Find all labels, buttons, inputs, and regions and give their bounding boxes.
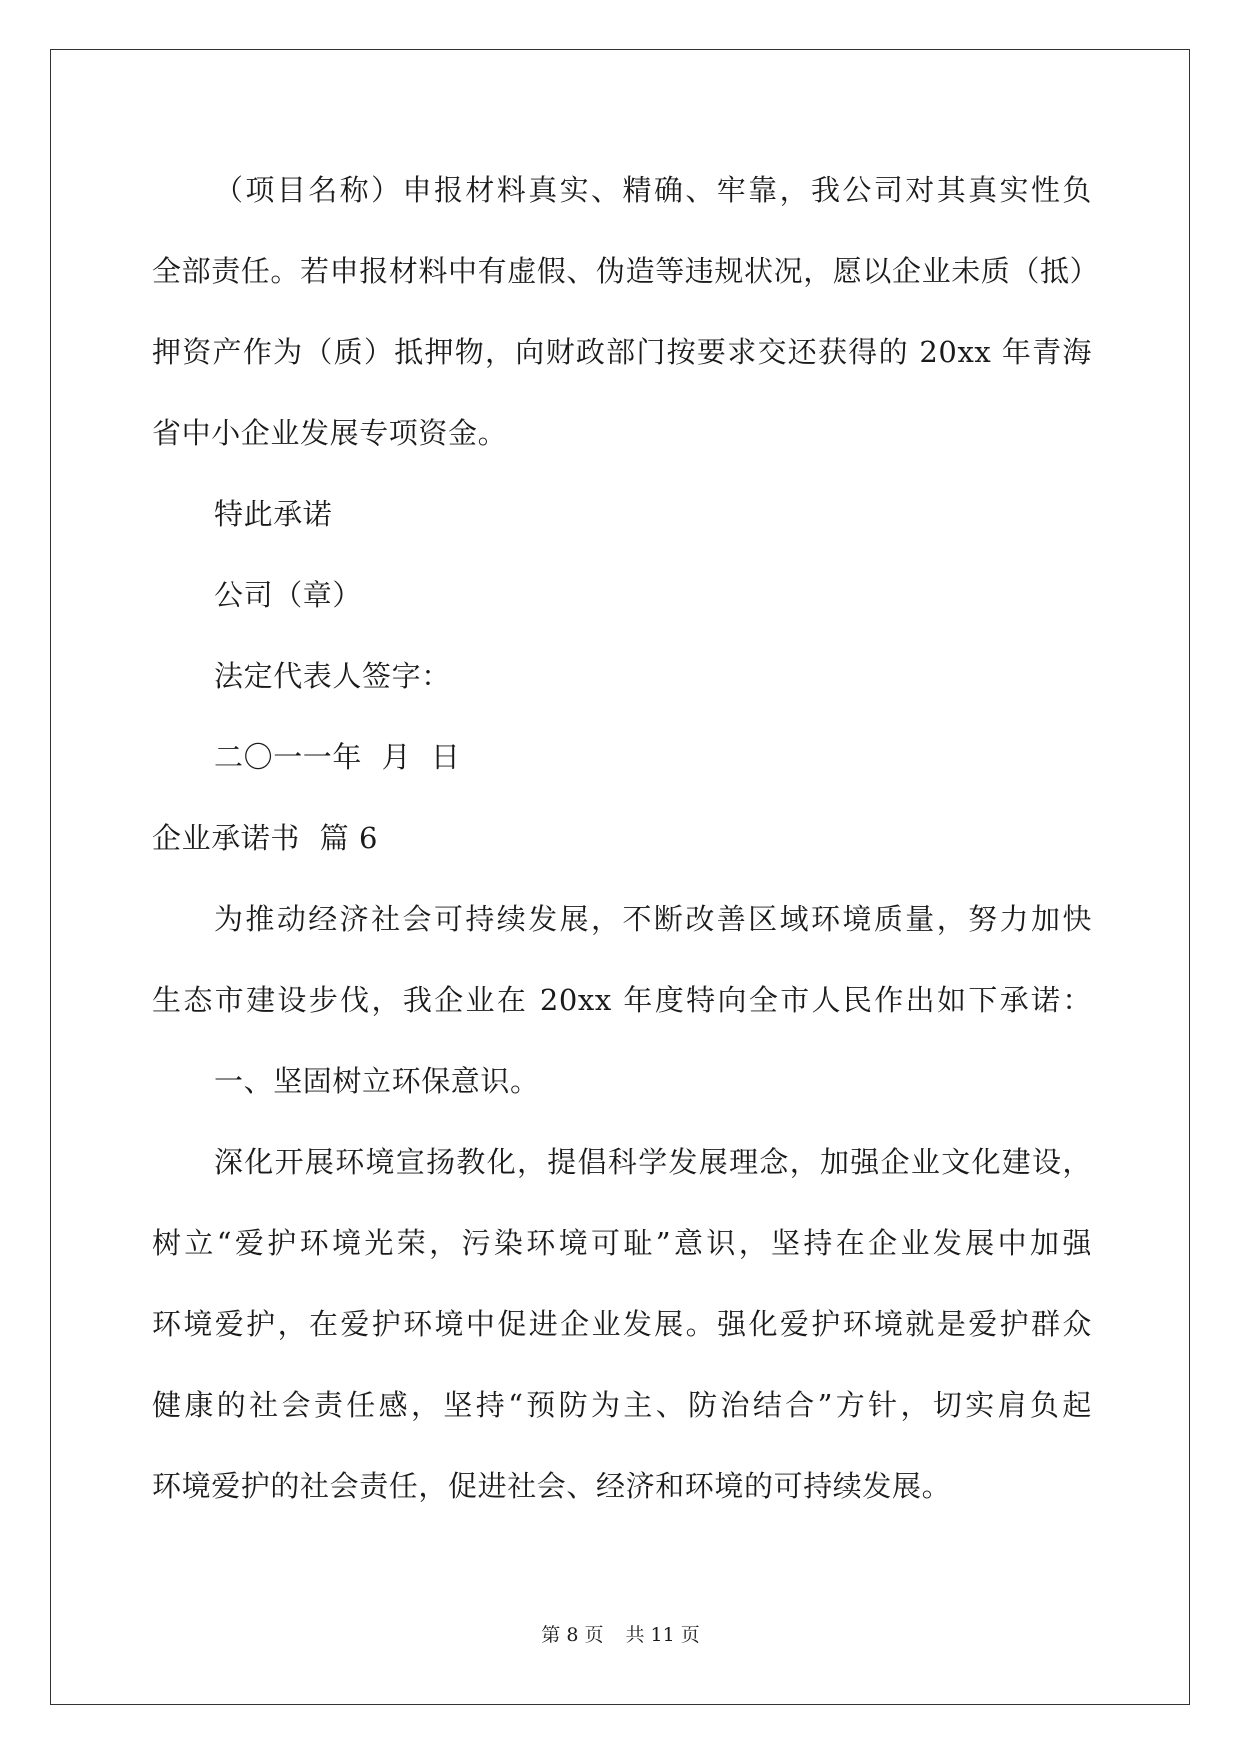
- list-item-heading: 一、坚固树立环保意识。: [214, 1064, 540, 1098]
- paragraph-line: 省中小企业发展专项资金。: [152, 416, 508, 450]
- company-seal-label: 公司（章）: [214, 578, 363, 612]
- paragraph-line: 环境爱护的社会责任，促进社会、经济和环境的可持续发展。: [152, 1469, 952, 1503]
- document-body: [152, 160, 1100, 1537]
- paragraph-line: （项目名称）申报材料真实、精确、牢靠，我公司对其真实性负: [214, 173, 1092, 207]
- signature-label: 法定代表人签字：: [214, 659, 451, 693]
- paragraph-line: 健康的社会责任感，坚持“预防为主、防治结合”方针，切实肩负起: [152, 1388, 1092, 1422]
- section-heading: 企业承诺书 篇 6: [152, 821, 379, 855]
- page-footer: [0, 1620, 1241, 1647]
- paragraph-line: 生态市建设步伐，我企业在 20xx 年度特向全市人民作出如下承诺：: [152, 983, 1092, 1017]
- date-line: 二〇一一年 月 日: [214, 740, 461, 774]
- paragraph-line: 押资产作为（质）抵押物，向财政部门按要求交还获得的 20xx 年青海: [152, 335, 1092, 369]
- page-total: 共 11 页: [625, 1624, 700, 1646]
- page-number: 第 8 页: [541, 1624, 604, 1646]
- paragraph-line: 树立“爱护环境光荣，污染环境可耻”意识，坚持在企业发展中加强: [152, 1226, 1092, 1260]
- paragraph-line: 环境爱护，在爱护环境中促进企业发展。强化爱护环境就是爱护群众: [152, 1307, 1092, 1341]
- closing-phrase: 特此承诺: [214, 497, 333, 531]
- paragraph-line: 为推动经济社会可持续发展，不断改善区域环境质量，努力加快: [214, 902, 1092, 936]
- paragraph-line: 全部责任。若申报材料中有虚假、伪造等违规状况，愿以企业未质（抵）: [152, 254, 1100, 288]
- paragraph-line: 深化开展环境宣扬教化，提倡科学发展理念，加强企业文化建设，: [214, 1145, 1092, 1179]
